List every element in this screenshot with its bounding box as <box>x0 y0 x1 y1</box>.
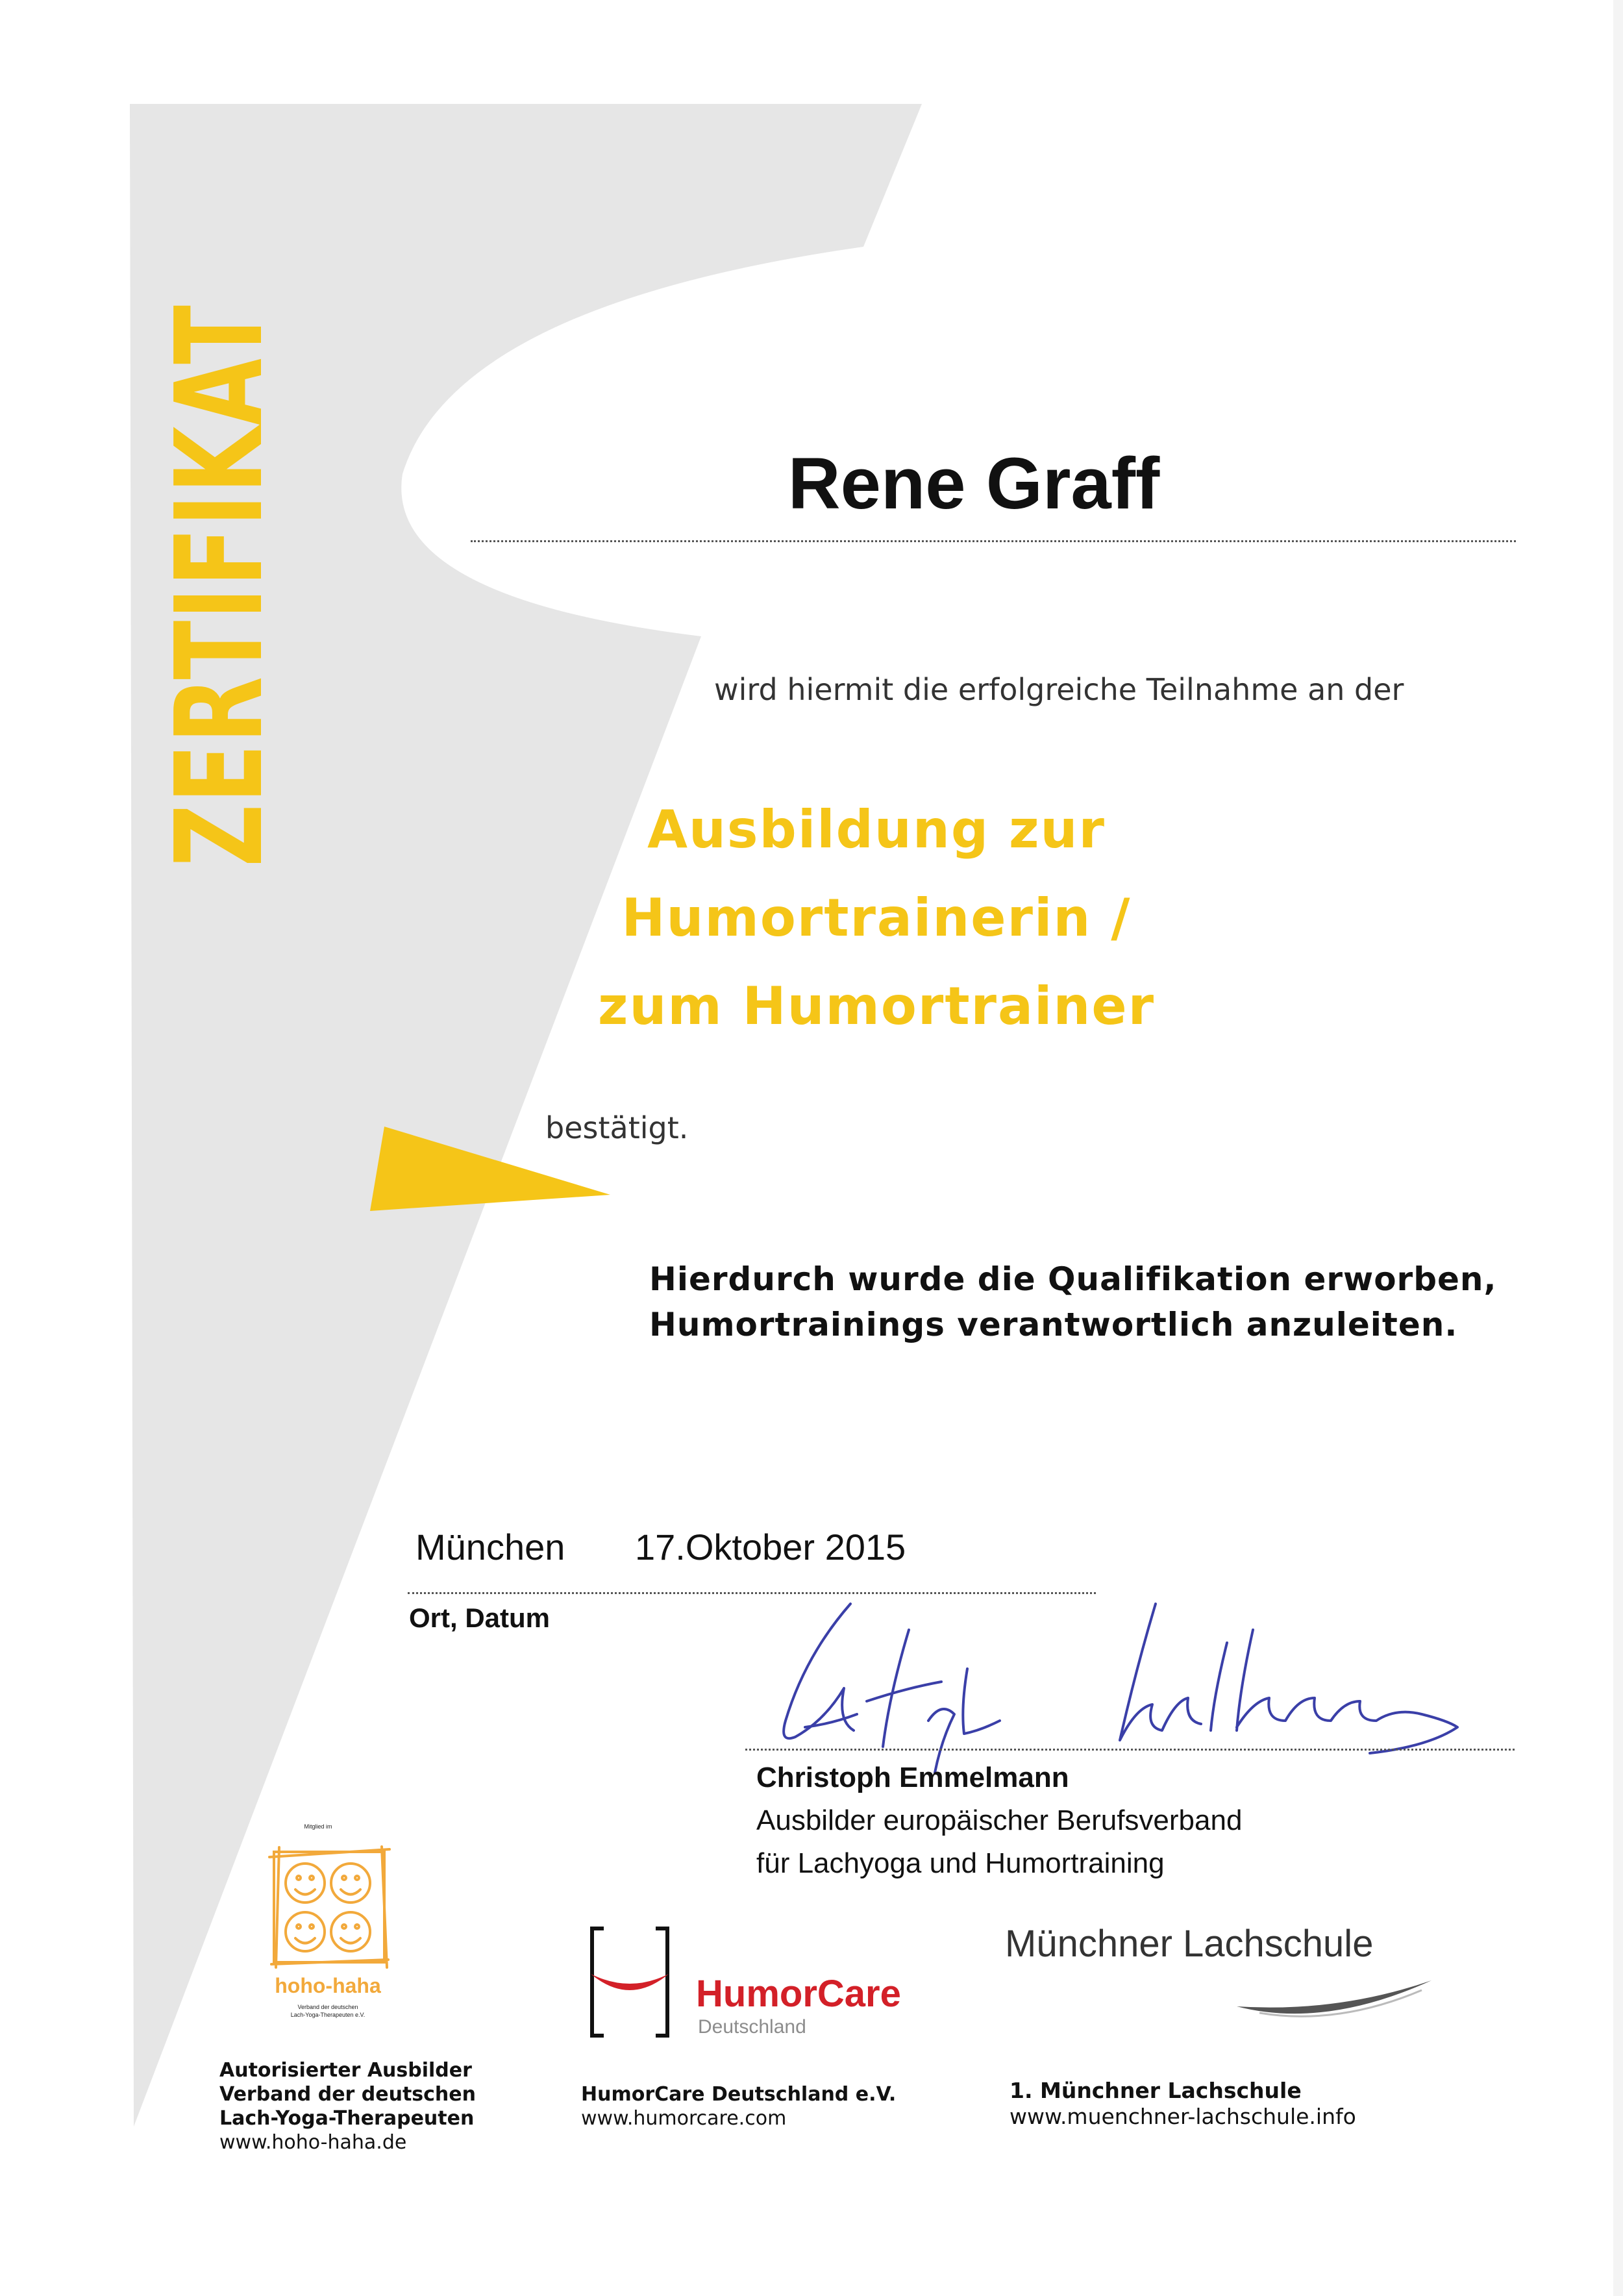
member-label: Mitglied im <box>304 1823 332 1830</box>
hohohaha-logo <box>266 1844 393 1971</box>
footer-url[interactable]: www.muenchner-lachschule.info <box>1010 2104 1356 2129</box>
place-date-label: Ort, Datum <box>409 1603 551 1633</box>
signer-role: Ausbilder europäischer Berufsverband <box>756 1804 1243 1836</box>
footer-col-lachschule <box>1010 2078 1356 2130</box>
footer-col-humorcare <box>581 2082 896 2130</box>
lachschule-swoosh <box>1233 1967 1441 2032</box>
hohohaha-tagline-line: Lach-Yoga-Therapeuten e.V. <box>290 2012 365 2018</box>
confirmation-text: bestätigt. <box>545 1110 689 1145</box>
footer-col-hohohaha <box>219 2058 476 2154</box>
footer-line: HumorCare Deutschland e.V. <box>581 2083 897 2106</box>
hohohaha-tagline <box>256 2003 399 2019</box>
humorcare-logo-mark <box>584 1925 675 2039</box>
qualification-text <box>649 1256 1497 1347</box>
signer-name: Christoph Emmelmann <box>756 1762 1069 1793</box>
humorcare-name: HumorCare <box>696 1973 901 2015</box>
course-line: Ausbildung zur <box>647 799 1106 860</box>
footer-line: 1. Münchner Lachschule <box>1010 2078 1302 2103</box>
intro-text: wird hiermit die erfolgreiche Teilnahme an der <box>714 672 1404 707</box>
footer-line: Verband der deutschen <box>219 2083 476 2106</box>
signature-underline <box>745 1749 1515 1751</box>
qualification-line: Hierdurch wurde die Qualifikation erworben, <box>649 1260 1497 1298</box>
place: München <box>415 1527 565 1567</box>
course-line: Humortrainerin / <box>621 888 1132 948</box>
hohohaha-name: hoho-haha <box>275 1974 381 1997</box>
course-title <box>519 786 1233 1051</box>
footer-line: Autorisierter Ausbilder <box>219 2059 472 2082</box>
recipient-name: Rene Graff <box>787 443 1160 524</box>
lachschule-name: Münchner Lachschule <box>1005 1923 1374 1965</box>
certificate-title: ZERTIFIKAT <box>149 304 290 867</box>
hohohaha-tagline-line: Verband der deutschen <box>297 2004 358 2010</box>
footer-line: Lach-Yoga-Therapeuten <box>219 2107 475 2130</box>
qualification-line: Humortrainings verantwortlich anzuleiten. <box>649 1306 1458 1343</box>
humorcare-sub: Deutschland <box>698 2016 806 2038</box>
footer-url[interactable]: www.hoho-haha.de <box>219 2131 407 2154</box>
footer-url[interactable]: www.humorcare.com <box>581 2107 787 2130</box>
name-underline <box>471 540 1516 542</box>
signer-role: für Lachyoga und Humortraining <box>756 1847 1165 1879</box>
course-line: zum Humortrainer <box>597 976 1156 1036</box>
signer-block <box>756 1756 1242 1885</box>
date: 17.Oktober 2015 <box>635 1527 906 1567</box>
